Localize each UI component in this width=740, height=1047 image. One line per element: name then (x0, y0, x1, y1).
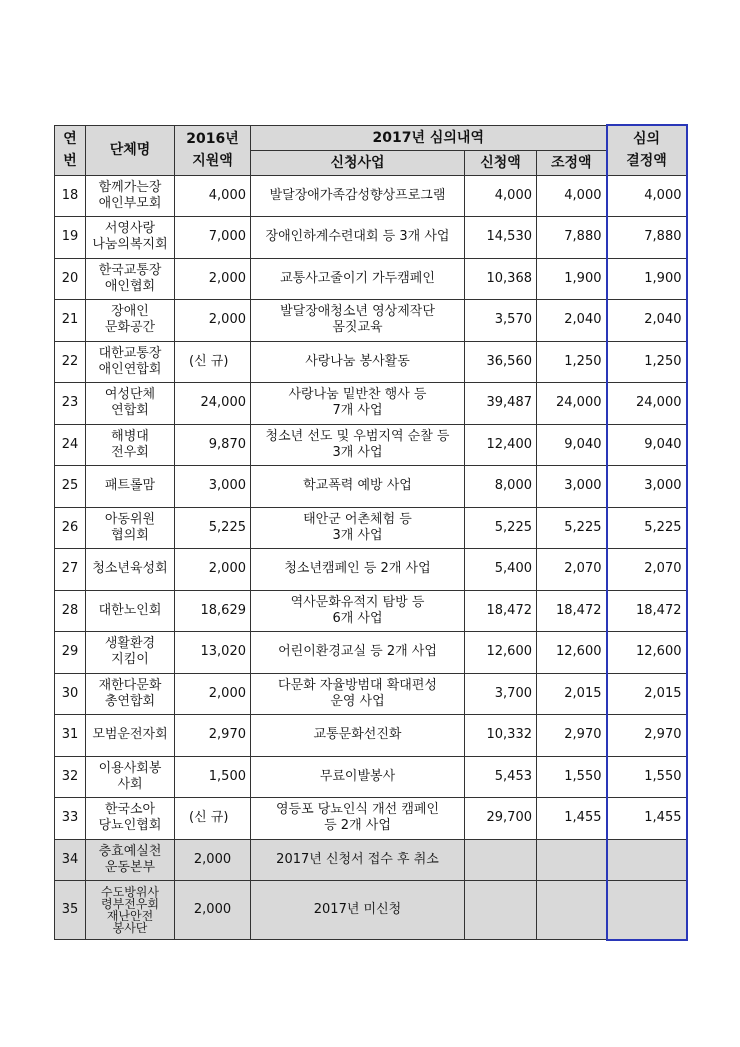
requested-amount: 39,487 (465, 383, 537, 425)
decision-amount: 4,000 (607, 175, 687, 217)
org-name: 여성단체 연합회 (86, 383, 175, 425)
requested-amount: 5,453 (465, 756, 537, 798)
project-name: 사랑나눔 봉사활동 (251, 341, 465, 383)
fund-2016: 2,000 (175, 881, 251, 940)
project-name: 2017년 미신청 (251, 881, 465, 940)
org-name: 대한교통장 애인연합회 (86, 341, 175, 383)
adjusted-amount: 24,000 (537, 383, 607, 425)
adjusted-amount: 9,040 (537, 424, 607, 466)
row-number: 18 (55, 175, 86, 217)
fund-2016: 24,000 (175, 383, 251, 425)
decision-amount: 1,900 (607, 258, 687, 300)
row-number: 27 (55, 549, 86, 591)
row-number: 34 (55, 839, 86, 881)
fund-2016: 2,000 (175, 673, 251, 715)
org-name: 함께가는장 애인부모회 (86, 175, 175, 217)
table-row (55, 258, 687, 300)
row-number: 28 (55, 590, 86, 632)
table-row (55, 217, 687, 259)
requested-amount: 8,000 (465, 466, 537, 508)
decision-amount: 3,000 (607, 466, 687, 508)
fund-2016: 9,870 (175, 424, 251, 466)
row-number: 35 (55, 881, 86, 940)
table-row (55, 715, 687, 757)
table-row (55, 798, 687, 840)
decision-amount: 1,250 (607, 341, 687, 383)
project-name: 발달장애청소년 영상제작단 몸짓교육 (251, 300, 465, 342)
adjusted-amount: 2,070 (537, 549, 607, 591)
decision-amount: 2,015 (607, 673, 687, 715)
org-name: 모범운전자회 (86, 715, 175, 757)
row-number: 33 (55, 798, 86, 840)
table-row (55, 507, 687, 549)
project-name: 무료이발봉사 (251, 756, 465, 798)
header-adjusted: 조정액 (537, 150, 607, 175)
project-name: 역사문화유적지 탐방 등 6개 사업 (251, 590, 465, 632)
project-name: 발달장애가족감성향상프로그램 (251, 175, 465, 217)
org-name: 한국교통장 애인협회 (86, 258, 175, 300)
table-row (55, 466, 687, 508)
table-row (55, 175, 687, 217)
project-name: 사랑나눔 밑반찬 행사 등 7개 사업 (251, 383, 465, 425)
project-name: 교통사고줄이기 가두캠페인 (251, 258, 465, 300)
row-number: 21 (55, 300, 86, 342)
project-name: 태안군 어촌체험 등 3개 사업 (251, 507, 465, 549)
row-number: 24 (55, 424, 86, 466)
adjusted-amount: 2,015 (537, 673, 607, 715)
requested-amount: 29,700 (465, 798, 537, 840)
fund-2016: 2,000 (175, 839, 251, 881)
row-number: 26 (55, 507, 86, 549)
org-name: 서영사랑 나눔의복지회 (86, 217, 175, 259)
header-project: 신청사업 (251, 150, 465, 175)
table-row (55, 341, 687, 383)
project-name: 영등포 당뇨인식 개선 캠페인 등 2개 사업 (251, 798, 465, 840)
adjusted-amount (537, 839, 607, 881)
org-name: 한국소아 당뇨인협회 (86, 798, 175, 840)
table-row (55, 590, 687, 632)
org-name: 생활환경 지킴이 (86, 632, 175, 674)
requested-amount: 12,600 (465, 632, 537, 674)
decision-amount: 18,472 (607, 590, 687, 632)
requested-amount: 5,225 (465, 507, 537, 549)
requested-amount: 4,000 (465, 175, 537, 217)
adjusted-amount: 2,040 (537, 300, 607, 342)
decision-amount: 5,225 (607, 507, 687, 549)
org-name: 패트롤맘 (86, 466, 175, 508)
table-row (55, 673, 687, 715)
adjusted-amount: 1,550 (537, 756, 607, 798)
requested-amount: 3,570 (465, 300, 537, 342)
adjusted-amount (537, 881, 607, 940)
org-name: 재한다문화 총연합회 (86, 673, 175, 715)
requested-amount: 36,560 (465, 341, 537, 383)
row-number: 25 (55, 466, 86, 508)
table-row (55, 881, 687, 940)
decision-amount: 1,550 (607, 756, 687, 798)
decision-amount: 2,970 (607, 715, 687, 757)
fund-2016: 2,000 (175, 549, 251, 591)
header-org: 단체명 (86, 125, 175, 175)
table-body (55, 175, 687, 940)
org-name: 충효예실천 운동본부 (86, 839, 175, 881)
fund-2016: 18,629 (175, 590, 251, 632)
row-number: 31 (55, 715, 86, 757)
row-number: 22 (55, 341, 86, 383)
fund-2016: 3,000 (175, 466, 251, 508)
fund-2016: 5,225 (175, 507, 251, 549)
header-decision: 심의 결정액 (607, 125, 687, 175)
adjusted-amount: 12,600 (537, 632, 607, 674)
row-number: 19 (55, 217, 86, 259)
decision-amount: 2,070 (607, 549, 687, 591)
project-name: 청소년캠페인 등 2개 사업 (251, 549, 465, 591)
requested-amount: 14,530 (465, 217, 537, 259)
requested-amount: 5,400 (465, 549, 537, 591)
requested-amount: 3,700 (465, 673, 537, 715)
table-row (55, 632, 687, 674)
org-name: 아동위원 협의회 (86, 507, 175, 549)
decision-amount: 9,040 (607, 424, 687, 466)
header-fund-2016: 2016년 지원액 (175, 125, 251, 175)
budget-review-table (54, 124, 688, 941)
org-name: 장애인 문화공간 (86, 300, 175, 342)
row-number: 29 (55, 632, 86, 674)
adjusted-amount: 5,225 (537, 507, 607, 549)
fund-2016: 2,970 (175, 715, 251, 757)
decision-amount (607, 839, 687, 881)
decision-amount: 24,000 (607, 383, 687, 425)
adjusted-amount: 3,000 (537, 466, 607, 508)
decision-amount (607, 881, 687, 940)
project-name: 학교폭력 예방 사업 (251, 466, 465, 508)
project-name: 교통문화선진화 (251, 715, 465, 757)
table-row (55, 300, 687, 342)
adjusted-amount: 1,250 (537, 341, 607, 383)
table-row (55, 383, 687, 425)
adjusted-amount: 4,000 (537, 175, 607, 217)
requested-amount (465, 881, 537, 940)
project-name: 2017년 신청서 접수 후 취소 (251, 839, 465, 881)
requested-amount: 10,368 (465, 258, 537, 300)
budget-review-table-container (54, 124, 688, 941)
table-row (55, 549, 687, 591)
project-name: 청소년 선도 및 우범지역 순찰 등 3개 사업 (251, 424, 465, 466)
project-name: 다문화 자율방범대 확대편성 운영 사업 (251, 673, 465, 715)
fund-2016: 4,000 (175, 175, 251, 217)
header-requested: 신청액 (465, 150, 537, 175)
row-number: 23 (55, 383, 86, 425)
table-row (55, 424, 687, 466)
fund-2016: (신 규) (175, 341, 251, 383)
table-row (55, 756, 687, 798)
fund-2016: 13,020 (175, 632, 251, 674)
fund-2016: 2,000 (175, 258, 251, 300)
requested-amount: 12,400 (465, 424, 537, 466)
decision-amount: 2,040 (607, 300, 687, 342)
adjusted-amount: 1,455 (537, 798, 607, 840)
row-number: 32 (55, 756, 86, 798)
requested-amount (465, 839, 537, 881)
fund-2016: 7,000 (175, 217, 251, 259)
fund-2016: 2,000 (175, 300, 251, 342)
org-name: 해병대 전우회 (86, 424, 175, 466)
adjusted-amount: 2,970 (537, 715, 607, 757)
decision-amount: 7,880 (607, 217, 687, 259)
adjusted-amount: 18,472 (537, 590, 607, 632)
requested-amount: 18,472 (465, 590, 537, 632)
adjusted-amount: 1,900 (537, 258, 607, 300)
header-review-2017: 2017년 심의내역 (251, 125, 607, 150)
adjusted-amount: 7,880 (537, 217, 607, 259)
header-no: 연 번 (55, 125, 86, 175)
fund-2016: (신 규) (175, 798, 251, 840)
fund-2016: 1,500 (175, 756, 251, 798)
row-number: 20 (55, 258, 86, 300)
org-name: 대한노인회 (86, 590, 175, 632)
decision-amount: 1,455 (607, 798, 687, 840)
org-name: 수도방위사 령부전우회 재난안전 봉사단 (86, 881, 175, 940)
row-number: 30 (55, 673, 86, 715)
org-name: 청소년육성회 (86, 549, 175, 591)
table-row (55, 839, 687, 881)
project-name: 장애인하계수련대회 등 3개 사업 (251, 217, 465, 259)
project-name: 어린이환경교실 등 2개 사업 (251, 632, 465, 674)
decision-amount: 12,600 (607, 632, 687, 674)
org-name: 이용사회봉 사회 (86, 756, 175, 798)
requested-amount: 10,332 (465, 715, 537, 757)
